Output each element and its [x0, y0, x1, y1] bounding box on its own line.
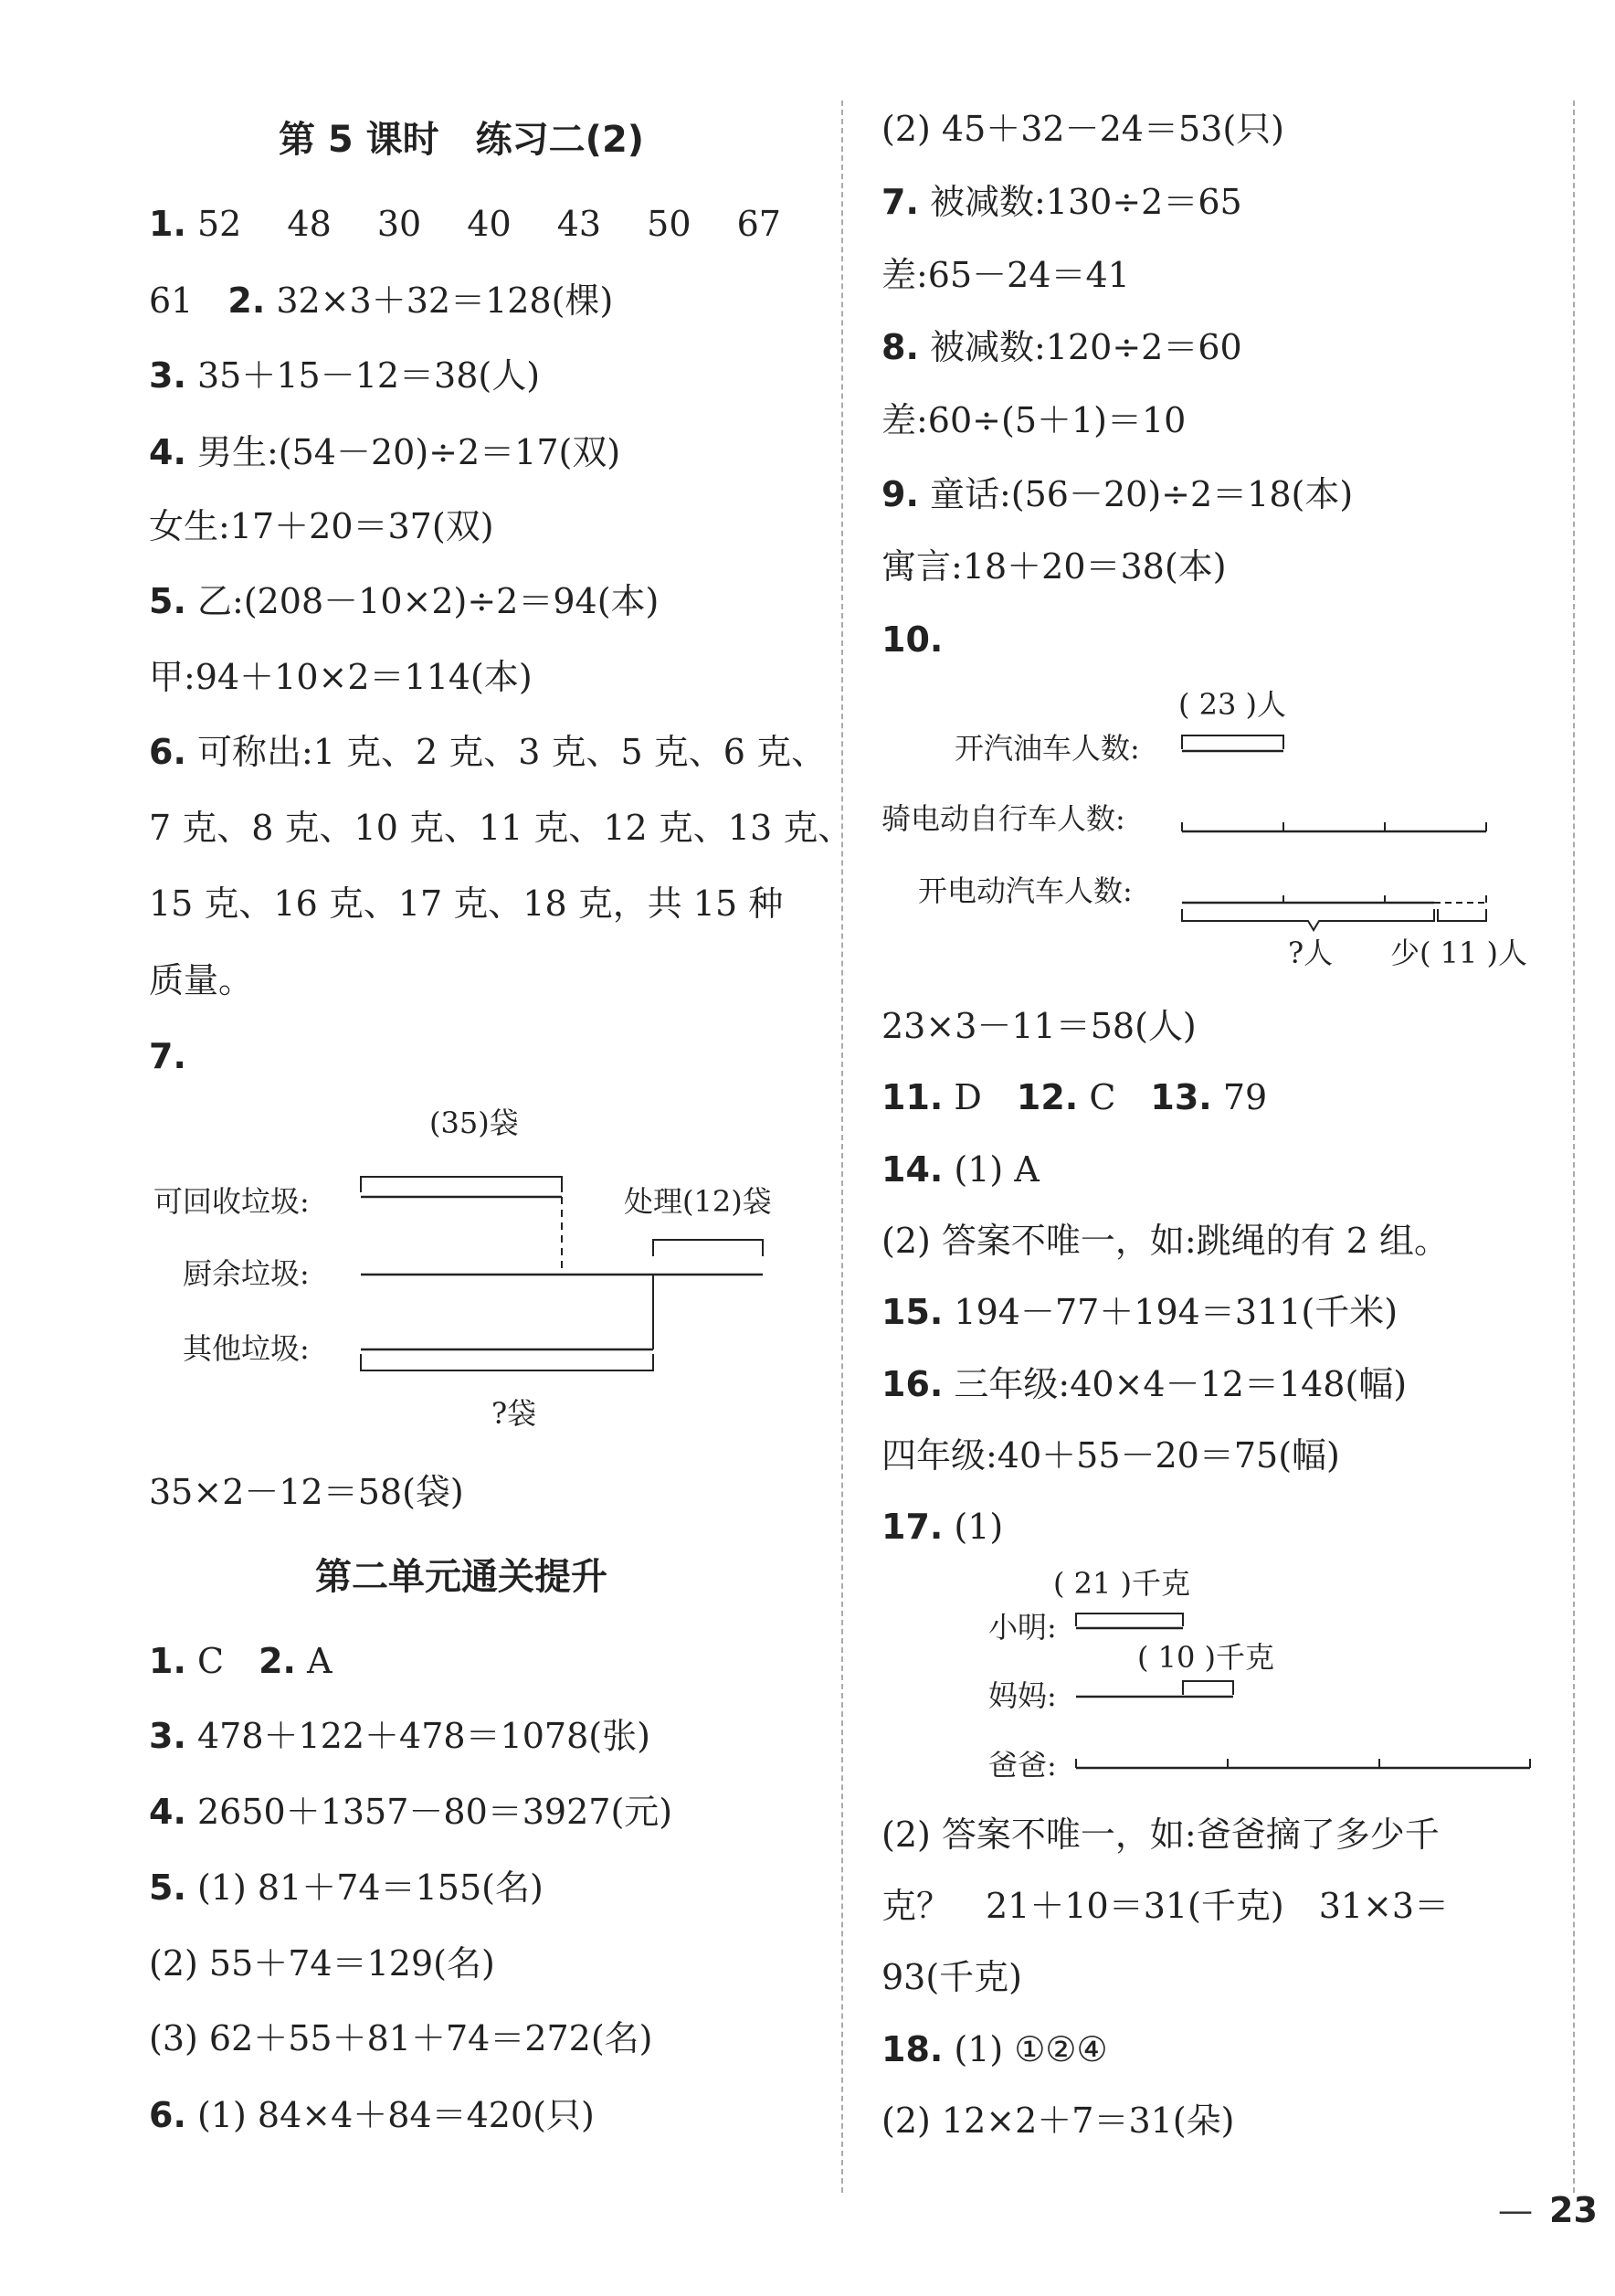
r-answer-17-2-cont: 93(千克): [881, 1957, 1023, 1997]
answer-text: (1) 81＋74＝155(名): [196, 1867, 544, 1908]
diagram10-question: ?人: [1288, 936, 1334, 970]
r-answer-14-2: (2) 答案不唯一，如:跳绳的有 2 组。: [881, 1221, 1450, 1261]
r-answer-16-cont: 四年级:40＋55－20＝75(幅): [881, 1435, 1340, 1476]
r-answer-14: [881, 1148, 1040, 1190]
answer-text: 可称出:1 克、2 克、3 克、5 克、6 克、: [196, 732, 827, 772]
diagram7-question: ?袋: [491, 1396, 537, 1431]
r-answer-9-cont: 寓言:18＋20＝38(本): [881, 546, 1227, 587]
answer-text: 194－77＋194＝311(千米): [954, 1292, 1399, 1332]
answer-text: 三年级:40×4－12＝148(幅): [954, 1364, 1408, 1404]
q-number: 5.: [149, 1867, 186, 1908]
q-number: 5.: [149, 581, 186, 621]
answer-text: 童话:(56－20)÷2＝18(本): [929, 474, 1354, 514]
q-number: 1.: [149, 1641, 186, 1681]
section-answer-5: [149, 1867, 544, 1909]
r-answer-17-2-cont: 克？ 21＋10＝31(千克) 31×3＝: [881, 1886, 1450, 1926]
r-answer-17: [881, 1506, 1003, 1548]
answer-text: 男生:(54－20)÷2＝17(双): [196, 432, 621, 472]
diagram10-row2-label: 骑电动自行车人数:: [881, 801, 1125, 836]
answer-6-cont: 7 克、8 克、10 克、11 克、12 克、13 克、: [149, 808, 853, 848]
r-answer-18-2: (2) 12×2＋7＝31(朵): [881, 2100, 1235, 2141]
answer-6-cont: 质量。: [149, 960, 254, 1000]
section-answer-3: [149, 1715, 650, 1757]
r-answer-7-cont: 差:65－24＝41: [881, 255, 1130, 295]
column-divider: [841, 101, 843, 2193]
diagram7-row3-label: 其他垃圾:: [183, 1331, 310, 1366]
answer-text: (1) 84×4＋84＝420(只): [196, 2095, 595, 2135]
q-number: 14.: [881, 1149, 944, 1190]
answer-text: C: [196, 1641, 225, 1681]
r-answer-10-equation: 23×3－11＝58(人): [881, 1006, 1197, 1046]
footer-dash: —: [1498, 2190, 1533, 2230]
q-number: 4.: [149, 1792, 186, 1832]
answer-6: [149, 731, 826, 773]
r-answer-7: [881, 181, 1242, 223]
section-answer-5-2: (2) 55＋74＝129(名): [149, 1943, 495, 1984]
q-number: 1.: [149, 204, 186, 244]
section-answer-6: [149, 2094, 595, 2136]
r-answer-18: [881, 2028, 1108, 2070]
answer-text: 乙:(208－10×2)÷2＝94(本): [196, 581, 660, 621]
page-number: 23: [1549, 2190, 1598, 2230]
r-answer-8: [881, 326, 1242, 368]
diagram17-lines: [822, 1553, 1615, 1791]
answer-text: 61: [149, 280, 194, 321]
r-answer-8-cont: 差:60÷(5＋1)＝10: [881, 400, 1187, 440]
answer-1-cont: [149, 280, 613, 322]
answer-6-cont: 15 克、16 克、17 克、18 克，共 15 种: [149, 883, 784, 924]
diagram17-row2-label: 妈妈:: [988, 1678, 1057, 1713]
diagram17-top-label: ( 21 )千克: [1053, 1566, 1191, 1601]
diagram7-row2-label: 厨余垃圾:: [183, 1256, 310, 1291]
answer-text: (1) ①②④: [954, 2029, 1108, 2069]
answer-text: (1): [954, 1507, 1004, 1547]
q-number: 2.: [227, 280, 266, 321]
answer-4: [149, 431, 620, 473]
q-number: 6.: [149, 732, 186, 772]
answer-1: [149, 203, 781, 245]
q-number: 4.: [149, 432, 186, 472]
answer-7-equation: 35×2－12＝58(袋): [149, 1472, 464, 1512]
q-number: 12.: [1016, 1077, 1079, 1117]
answer-3: [149, 354, 540, 397]
q-number: 9.: [881, 474, 919, 514]
q-number: 3.: [149, 1716, 186, 1756]
q-number: 16.: [881, 1364, 944, 1404]
diagram10-row1-label: 开汽油车人数:: [955, 731, 1140, 766]
answer-text: 被减数:130÷2＝65: [929, 182, 1242, 222]
q-number: 8.: [881, 327, 919, 367]
right-margin-line: [1573, 101, 1575, 2193]
q-number: 11.: [881, 1077, 944, 1117]
answer-5-cont: 甲:94＋10×2＝114(本): [149, 657, 533, 697]
answer-text: 478＋122＋478＝1078(张): [196, 1716, 650, 1756]
answer-text: 79: [1222, 1077, 1268, 1117]
diagram10-row3-label: 开电动汽车人数:: [918, 873, 1133, 908]
q-number: 10.: [881, 619, 944, 660]
q-number: 3.: [149, 355, 186, 396]
answer-7: [149, 1035, 186, 1077]
r-answer-17-2: (2) 答案不唯一，如:爸爸摘了多少千: [881, 1815, 1440, 1855]
answer-text: 32×3＋32＝128(棵): [276, 280, 614, 321]
q-number: 2.: [259, 1641, 296, 1681]
answer-text: 被减数:120÷2＝60: [929, 327, 1242, 367]
answer-text: D: [954, 1077, 982, 1117]
answer-text: 52 48 30 40 43 50 67: [196, 204, 781, 244]
diagram17-row1-label: 小明:: [988, 1610, 1057, 1645]
diagram7-note: 处理(12)袋: [624, 1184, 772, 1219]
r-answer-6-2: (2) 45＋32－24＝53(只): [881, 109, 1284, 149]
r-answer-9: [881, 473, 1353, 515]
section-answer-5-3: (3) 62＋55＋81＋74＝272(名): [149, 2018, 653, 2058]
diagram10-less-label: 少( 11 )人: [1390, 936, 1528, 970]
lesson-title: 第 5 课时 练习二(2): [279, 119, 645, 161]
q-number: 6.: [149, 2095, 186, 2135]
answer-5: [149, 580, 659, 622]
q-number: 17.: [881, 1507, 944, 1547]
q-number: 13.: [1150, 1077, 1212, 1117]
diagram7-lines: [0, 1096, 822, 1462]
section-answer-1-2: [149, 1640, 332, 1682]
section-title: 第二单元通关提升: [315, 1556, 607, 1598]
diagram7-top-label: (35)袋: [429, 1106, 519, 1140]
r-answer-11-13: [881, 1076, 1267, 1118]
answer-4-cont: 女生:17＋20＝37(双): [149, 506, 494, 546]
answer-text: A: [307, 1641, 332, 1681]
answer-text: (1) A: [954, 1149, 1040, 1190]
diagram17-mid-label: ( 10 )千克: [1137, 1640, 1275, 1675]
answer-text: 2650＋1357－80＝3927(元): [196, 1792, 673, 1832]
r-answer-10: [881, 619, 943, 661]
q-number: 7.: [149, 1036, 186, 1076]
q-number: 15.: [881, 1292, 944, 1332]
diagram10-top-label: ( 23 )人: [1178, 687, 1287, 722]
diagram17-row3-label: 爸爸:: [988, 1748, 1057, 1783]
diagram10-lines: [822, 685, 1615, 1005]
answer-text: 35＋15－12＝38(人): [196, 355, 541, 396]
q-number: 7.: [881, 182, 919, 222]
r-answer-15: [881, 1291, 1398, 1333]
answer-text: C: [1089, 1077, 1116, 1117]
section-answer-4: [149, 1791, 672, 1833]
q-number: 18.: [881, 2029, 944, 2069]
r-answer-16: [881, 1363, 1407, 1405]
diagram7-row1-label: 可回收垃圾:: [153, 1184, 310, 1219]
